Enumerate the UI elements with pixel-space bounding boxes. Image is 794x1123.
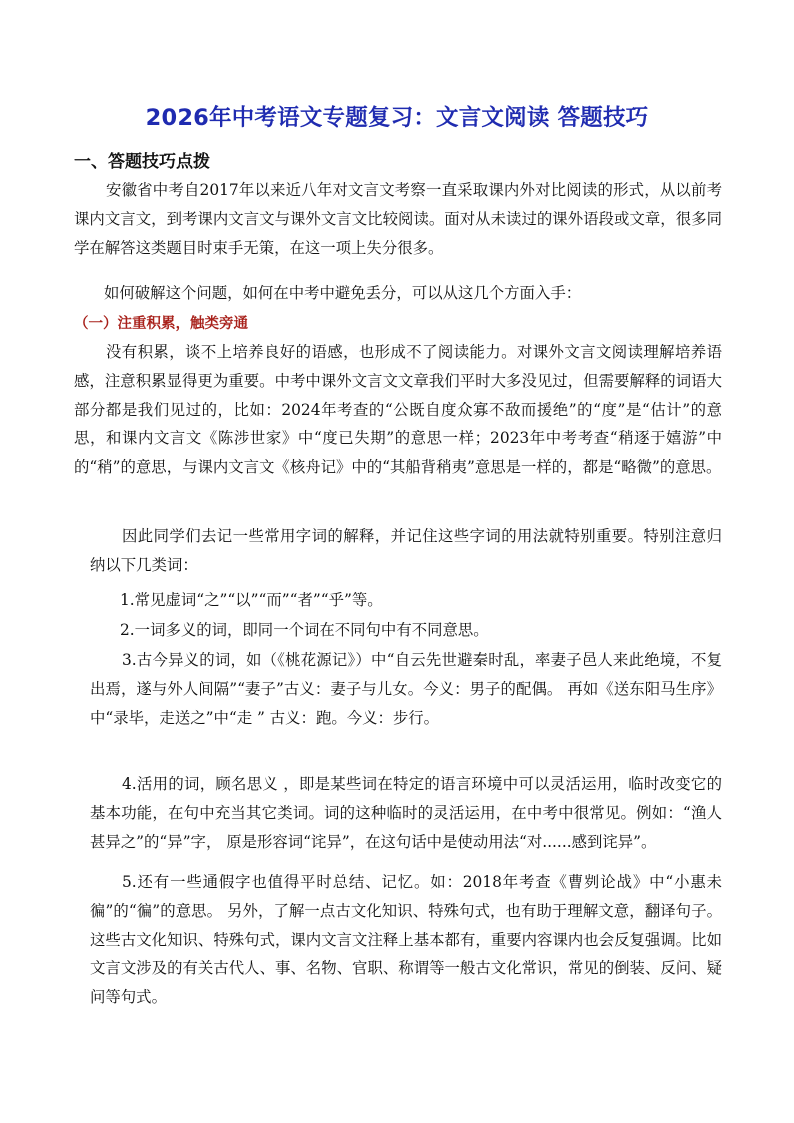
therefore-paragraph: 因此同学们去记一些常用字词的解释，并记住这些字词的用法就特别重要。特别注意归纳以下几类词：	[90, 527, 722, 574]
intro-paragraph: 安徽省中考自2017年以来近八年对文言文考察一直采取课内外对比阅读的形式，从以前考课内文言文，到考课内文言文与课外文言文比较阅读。面对从未读过的课外语段或文章，很多同学在解答这类题目时束手无策，在这一项上失分很多。	[74, 181, 722, 257]
list-item: 4.活用的词，顾名思义 ，即是某些词在特定的语言环境中可以灵活运用，临时改变它的基本功能，在句中充当其它类词。词的这种临时的灵活运用，在中考中很常见。例如：“渔人甚异之”的“异”字， 原是形容词“诧异”，在这句话中是使动用法“对......感到诧异”。	[90, 775, 722, 851]
list-item: 2.一词多义的词，即同一个词在不同句中有不同意思。	[120, 621, 489, 639]
list-item: 5.还有一些通假字也值得平时总结、记忆。如：2018年考查《曹刿论战》中“小惠未徧”的“徧”的意思。 另外，了解一点古文化知识、特殊句式，也有助于理解文意，翻译句子。这些古文化知识、特殊句式，课内文言文注释上基本都有，重要内容课内也会反复强调。比如文言文涉及的有关古代人、事、名物、官职、称谓等一般古文化常识，常见的倒装、反问、疑问等句式。	[90, 873, 722, 1007]
list-item: 3.古今异义的词，如（《桃花源记》）中“自云先世避秦时乱，率妻子邑人来此绝境，不复出焉，遂与外人间隔”“妻子”古义：妻子与儿女。今义：男子的配偶。 再如《送东阳马生序》中“录毕，走送之”中“走 ” 古义：跑。今义：步行。	[90, 651, 722, 727]
subheading: （一）注重积累，触类旁通	[74, 316, 248, 332]
question-paragraph: 如何破解这个问题，如何在中考中避免丢分，可以从这几个方面入手：	[104, 284, 582, 302]
section-heading: 一、答题技巧点拨	[74, 152, 210, 172]
list-item: 1.常见虚词“之”“以”“而”“者”“乎”等。	[120, 591, 383, 609]
accumulate-paragraph: 没有积累，谈不上培养良好的语感，也形成不了阅读能力。对课外文言文阅读理解培养语感，注意积累显得更为重要。中考中课外文言文文章我们平时大多没见过，但需要解释的词语大部分都是我们见过的，比如：2024年考查的“公既自度众寡不敌而援绝”的“度”是“估计”的意思，和课内文言文《陈涉世家》中“度已失期”的意思一样；2023年中考考查“稍逐于嬉游”中的“稍”的意思，与课内文言文《核舟记》中的“其船背稍夷”意思是一样的，都是“略微”的意思。	[74, 343, 722, 477]
page-title: 2026年中考语文专题复习：文言文阅读 答题技巧	[145, 105, 649, 131]
